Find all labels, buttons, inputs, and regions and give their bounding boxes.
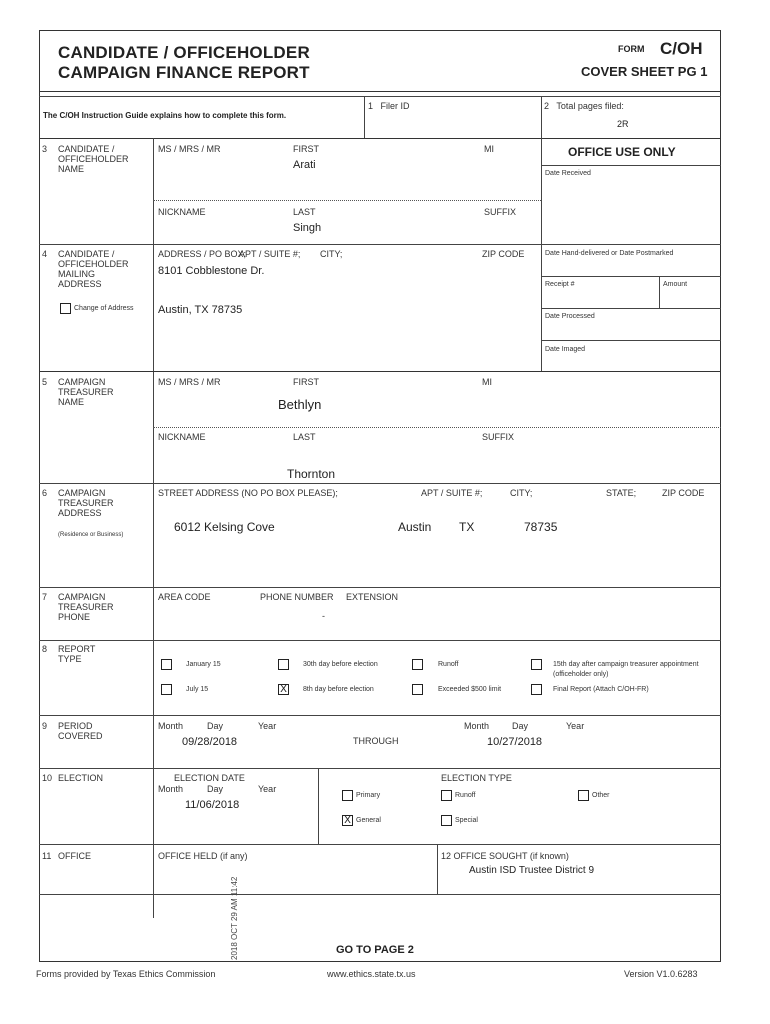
divider — [659, 276, 660, 308]
section-6-label-3: ADDRESS — [58, 508, 102, 518]
report-type-jan15-checkbox[interactable] — [161, 659, 172, 670]
period-from-month-label: Month — [158, 721, 184, 731]
report-type-30day-label: 30th day before election — [303, 661, 378, 668]
section-4-number: 4 — [42, 249, 48, 259]
treasurer-nickname-label: NICKNAME — [158, 432, 206, 442]
divider — [364, 96, 365, 138]
office-sought-value[interactable]: Austin ISD Trustee District 9 — [469, 865, 595, 876]
candidate-last-value[interactable]: Singh — [293, 222, 322, 234]
treasurer-first-label: FIRST — [293, 377, 319, 387]
period-from-date[interactable]: 09/28/2018 — [182, 736, 238, 748]
divider — [541, 244, 721, 245]
candidate-zip-label: ZIP CODE — [482, 249, 525, 259]
section-5-number: 5 — [42, 377, 48, 387]
divider — [541, 138, 542, 371]
report-type-jan15-label: January 15 — [186, 661, 221, 668]
filer-id-label: 1 Filer ID — [368, 101, 410, 111]
section-6-note: (Residence or Business) — [58, 532, 124, 538]
divider — [39, 587, 721, 588]
period-to-date[interactable]: 10/27/2018 — [487, 736, 543, 748]
form-title-line2: CAMPAIGN FINANCE REPORT — [58, 63, 310, 82]
treasurer-mi-label: MI — [482, 377, 492, 387]
divider — [318, 768, 319, 844]
section-5-label-3: NAME — [58, 397, 85, 407]
report-type-runoff-checkbox[interactable] — [412, 659, 423, 670]
section-6-label-2: TREASURER — [58, 498, 114, 508]
section-11-label: OFFICE — [58, 851, 91, 861]
divider — [541, 308, 721, 309]
treasurer-suffix-label: SUFFIX — [482, 432, 515, 442]
period-to-day-label: Day — [512, 721, 529, 731]
election-type-other-label: Other — [592, 792, 610, 799]
treasurer-apt-label: APT / SUITE #; — [421, 488, 483, 498]
go-to-page-2: GO TO PAGE 2 — [336, 944, 414, 956]
report-type-runoff-label: Runoff — [438, 661, 459, 668]
date-received-label: Date Received — [545, 170, 591, 177]
divider — [541, 165, 721, 166]
candidate-apt-label: APT / SUITE #; — [239, 249, 301, 259]
candidate-last-label: LAST — [293, 207, 316, 217]
candidate-nickname-label: NICKNAME — [158, 207, 206, 217]
election-type-primary-label: Primary — [356, 792, 381, 799]
treasurer-zip-label: ZIP CODE — [662, 488, 705, 498]
election-type-special-label: Special — [455, 817, 478, 824]
change-of-address-label: Change of Address — [74, 305, 134, 312]
election-type-general-label: General — [356, 817, 381, 824]
section-7-label-3: PHONE — [58, 612, 91, 622]
election-day-label: Day — [207, 784, 224, 794]
election-type-other-checkbox[interactable] — [578, 790, 589, 801]
report-type-jul15-checkbox[interactable] — [161, 684, 172, 695]
divider — [39, 96, 721, 97]
through-label: THROUGH — [353, 736, 399, 746]
section-5-label-1: CAMPAIGN — [58, 377, 106, 387]
treasurer-city-value[interactable]: Austin — [398, 520, 432, 534]
candidate-mi-label: MI — [484, 144, 494, 154]
period-from-year-label: Year — [258, 721, 277, 731]
treasurer-first-value[interactable]: Bethlyn — [278, 397, 322, 412]
divider — [437, 844, 438, 894]
section-6-number: 6 — [42, 488, 48, 498]
treasurer-ms-label: MS / MRS / MR — [158, 377, 221, 387]
report-type-exceeded-checkbox[interactable] — [412, 684, 423, 695]
date-imaged-label: Date Imaged — [545, 346, 586, 353]
period-from-day-label: Day — [207, 721, 224, 731]
office-use-title: OFFICE USE ONLY — [568, 145, 676, 159]
form-title-line1: CANDIDATE / OFFICEHOLDER — [58, 43, 310, 62]
section-4-label-3: MAILING — [58, 269, 96, 279]
divider — [39, 715, 721, 716]
form-code: C/OH — [660, 39, 703, 58]
instruction-text: The C/OH Instruction Guide explains how to complete this form. — [43, 111, 287, 120]
treasurer-last-label: LAST — [293, 432, 316, 442]
section-3-label-1: CANDIDATE / — [58, 144, 115, 154]
candidate-address-line1[interactable]: 8101 Cobblestone Dr. — [158, 265, 265, 277]
election-month-label: Month — [158, 784, 184, 794]
treasurer-zip-value[interactable]: 78735 — [524, 520, 558, 534]
divider — [541, 340, 721, 341]
divider — [153, 427, 721, 428]
election-type-primary-checkbox[interactable] — [342, 790, 353, 801]
election-type-special-checkbox[interactable] — [441, 815, 452, 826]
report-type-15day-checkbox[interactable] — [531, 659, 542, 670]
election-year-label: Year — [258, 784, 277, 794]
candidate-city-label: CITY; — [320, 249, 343, 259]
period-to-month-label: Month — [464, 721, 490, 731]
section-9-label-1: PERIOD — [58, 721, 93, 731]
election-type-label: ELECTION TYPE — [441, 773, 512, 783]
candidate-ms-label: MS / MRS / MR — [158, 144, 221, 154]
divider — [39, 138, 721, 139]
election-date-label: ELECTION DATE — [174, 773, 245, 783]
section-10-number: 10 — [42, 773, 53, 783]
treasurer-last-value[interactable]: Thornton — [287, 467, 336, 481]
section-6-label-1: CAMPAIGN — [58, 488, 106, 498]
office-held-label: OFFICE HELD (if any) — [158, 851, 248, 861]
section-9-label-2: COVERED — [58, 731, 103, 741]
section-10-label: ELECTION — [58, 773, 104, 783]
treasurer-city-label: CITY; — [510, 488, 533, 498]
report-type-exceeded-label: Exceeded $500 limit — [438, 686, 502, 693]
section-3-label-2: OFFICEHOLDER — [58, 154, 129, 164]
period-to-year-label: Year — [566, 721, 585, 731]
divider — [39, 483, 721, 484]
office-sought-label: 12 OFFICE SOUGHT (if known) — [441, 851, 569, 861]
divider — [39, 768, 721, 769]
section-4-label-2: OFFICEHOLDER — [58, 259, 129, 269]
section-8-label-2: TYPE — [58, 654, 82, 664]
footer-version: Version V1.0.6283 — [624, 969, 698, 979]
received-date-stamp: 2018 OCT 29 AM 11:42 — [230, 876, 239, 960]
section-4-label-1: CANDIDATE / — [58, 249, 115, 259]
candidate-address-label: ADDRESS / PO BOX; — [158, 249, 247, 259]
footer-url[interactable]: www.ethics.state.tx.us — [327, 969, 416, 979]
section-7-label-1: CAMPAIGN — [58, 592, 106, 602]
phone-dash: - — [322, 611, 325, 621]
date-processed-label: Date Processed — [545, 313, 595, 320]
total-pages-value[interactable]: 2R — [617, 119, 629, 129]
report-type-30day-checkbox[interactable] — [278, 659, 289, 670]
section-9-number: 9 — [42, 721, 48, 731]
divider — [39, 844, 721, 845]
report-type-jul15-label: July 15 — [186, 686, 209, 693]
cover-sheet-label: COVER SHEET PG 1 — [581, 64, 708, 79]
divider — [153, 138, 154, 918]
candidate-suffix-label: SUFFIX — [484, 207, 517, 217]
candidate-first-label: FIRST — [293, 144, 319, 154]
report-type-8day-label: 8th day before election — [303, 686, 374, 693]
section-4-label-4: ADDRESS — [58, 279, 102, 289]
treasurer-street-label: STREET ADDRESS (NO PO BOX PLEASE); — [158, 488, 338, 498]
extension-label: EXTENSION — [346, 592, 399, 602]
area-code-label: AREA CODE — [158, 592, 211, 602]
section-8-label-1: REPORT — [58, 644, 96, 654]
divider — [39, 244, 541, 245]
footer-provided-by: Forms provided by Texas Ethics Commission — [36, 969, 216, 979]
section-7-label-2: TREASURER — [58, 602, 114, 612]
receipt-label: Receipt # — [545, 281, 575, 288]
total-pages-label: 2 Total pages filed: — [544, 101, 624, 111]
change-of-address-checkbox[interactable] — [60, 303, 71, 314]
report-type-8day-checkbox[interactable]: X — [278, 684, 289, 695]
divider — [39, 91, 721, 92]
treasurer-state-label: STATE; — [606, 488, 637, 498]
election-type-general-checkbox[interactable]: X — [342, 815, 353, 826]
section-5-label-2: TREASURER — [58, 387, 114, 397]
amount-label: Amount — [663, 281, 688, 288]
divider — [541, 276, 721, 277]
candidate-address-line2[interactable]: Austin, TX 78735 — [158, 304, 243, 316]
phone-number-label: PHONE NUMBER — [260, 592, 334, 602]
treasurer-street-value[interactable]: 6012 Kelsing Cove — [174, 520, 275, 534]
divider — [541, 96, 542, 138]
report-type-final-checkbox[interactable] — [531, 684, 542, 695]
report-type-15day-label: 15th day after campaign treasurer appointment (officeholder only) — [553, 661, 699, 678]
election-type-runoff-checkbox[interactable] — [441, 790, 452, 801]
section-7-number: 7 — [42, 592, 48, 602]
section-3-number: 3 — [42, 144, 48, 154]
election-date-value[interactable]: 11/06/2018 — [185, 799, 240, 811]
report-type-final-label: Final Report (Attach C/OH-FR) — [553, 686, 649, 693]
divider — [153, 200, 541, 201]
treasurer-state-value[interactable]: TX — [459, 520, 475, 534]
form-prefix: FORM — [618, 44, 645, 54]
section-8-number: 8 — [42, 644, 48, 654]
divider — [39, 894, 721, 895]
section-3-label-3: NAME — [58, 164, 85, 174]
date-hand-delivered-label: Date Hand-delivered or Date Postmarked — [545, 250, 674, 257]
election-type-runoff-label: Runoff — [455, 792, 476, 799]
section-11-number: 11 — [42, 851, 52, 861]
candidate-first-value[interactable]: Arati — [293, 159, 316, 171]
divider — [39, 640, 721, 641]
divider — [39, 371, 721, 372]
